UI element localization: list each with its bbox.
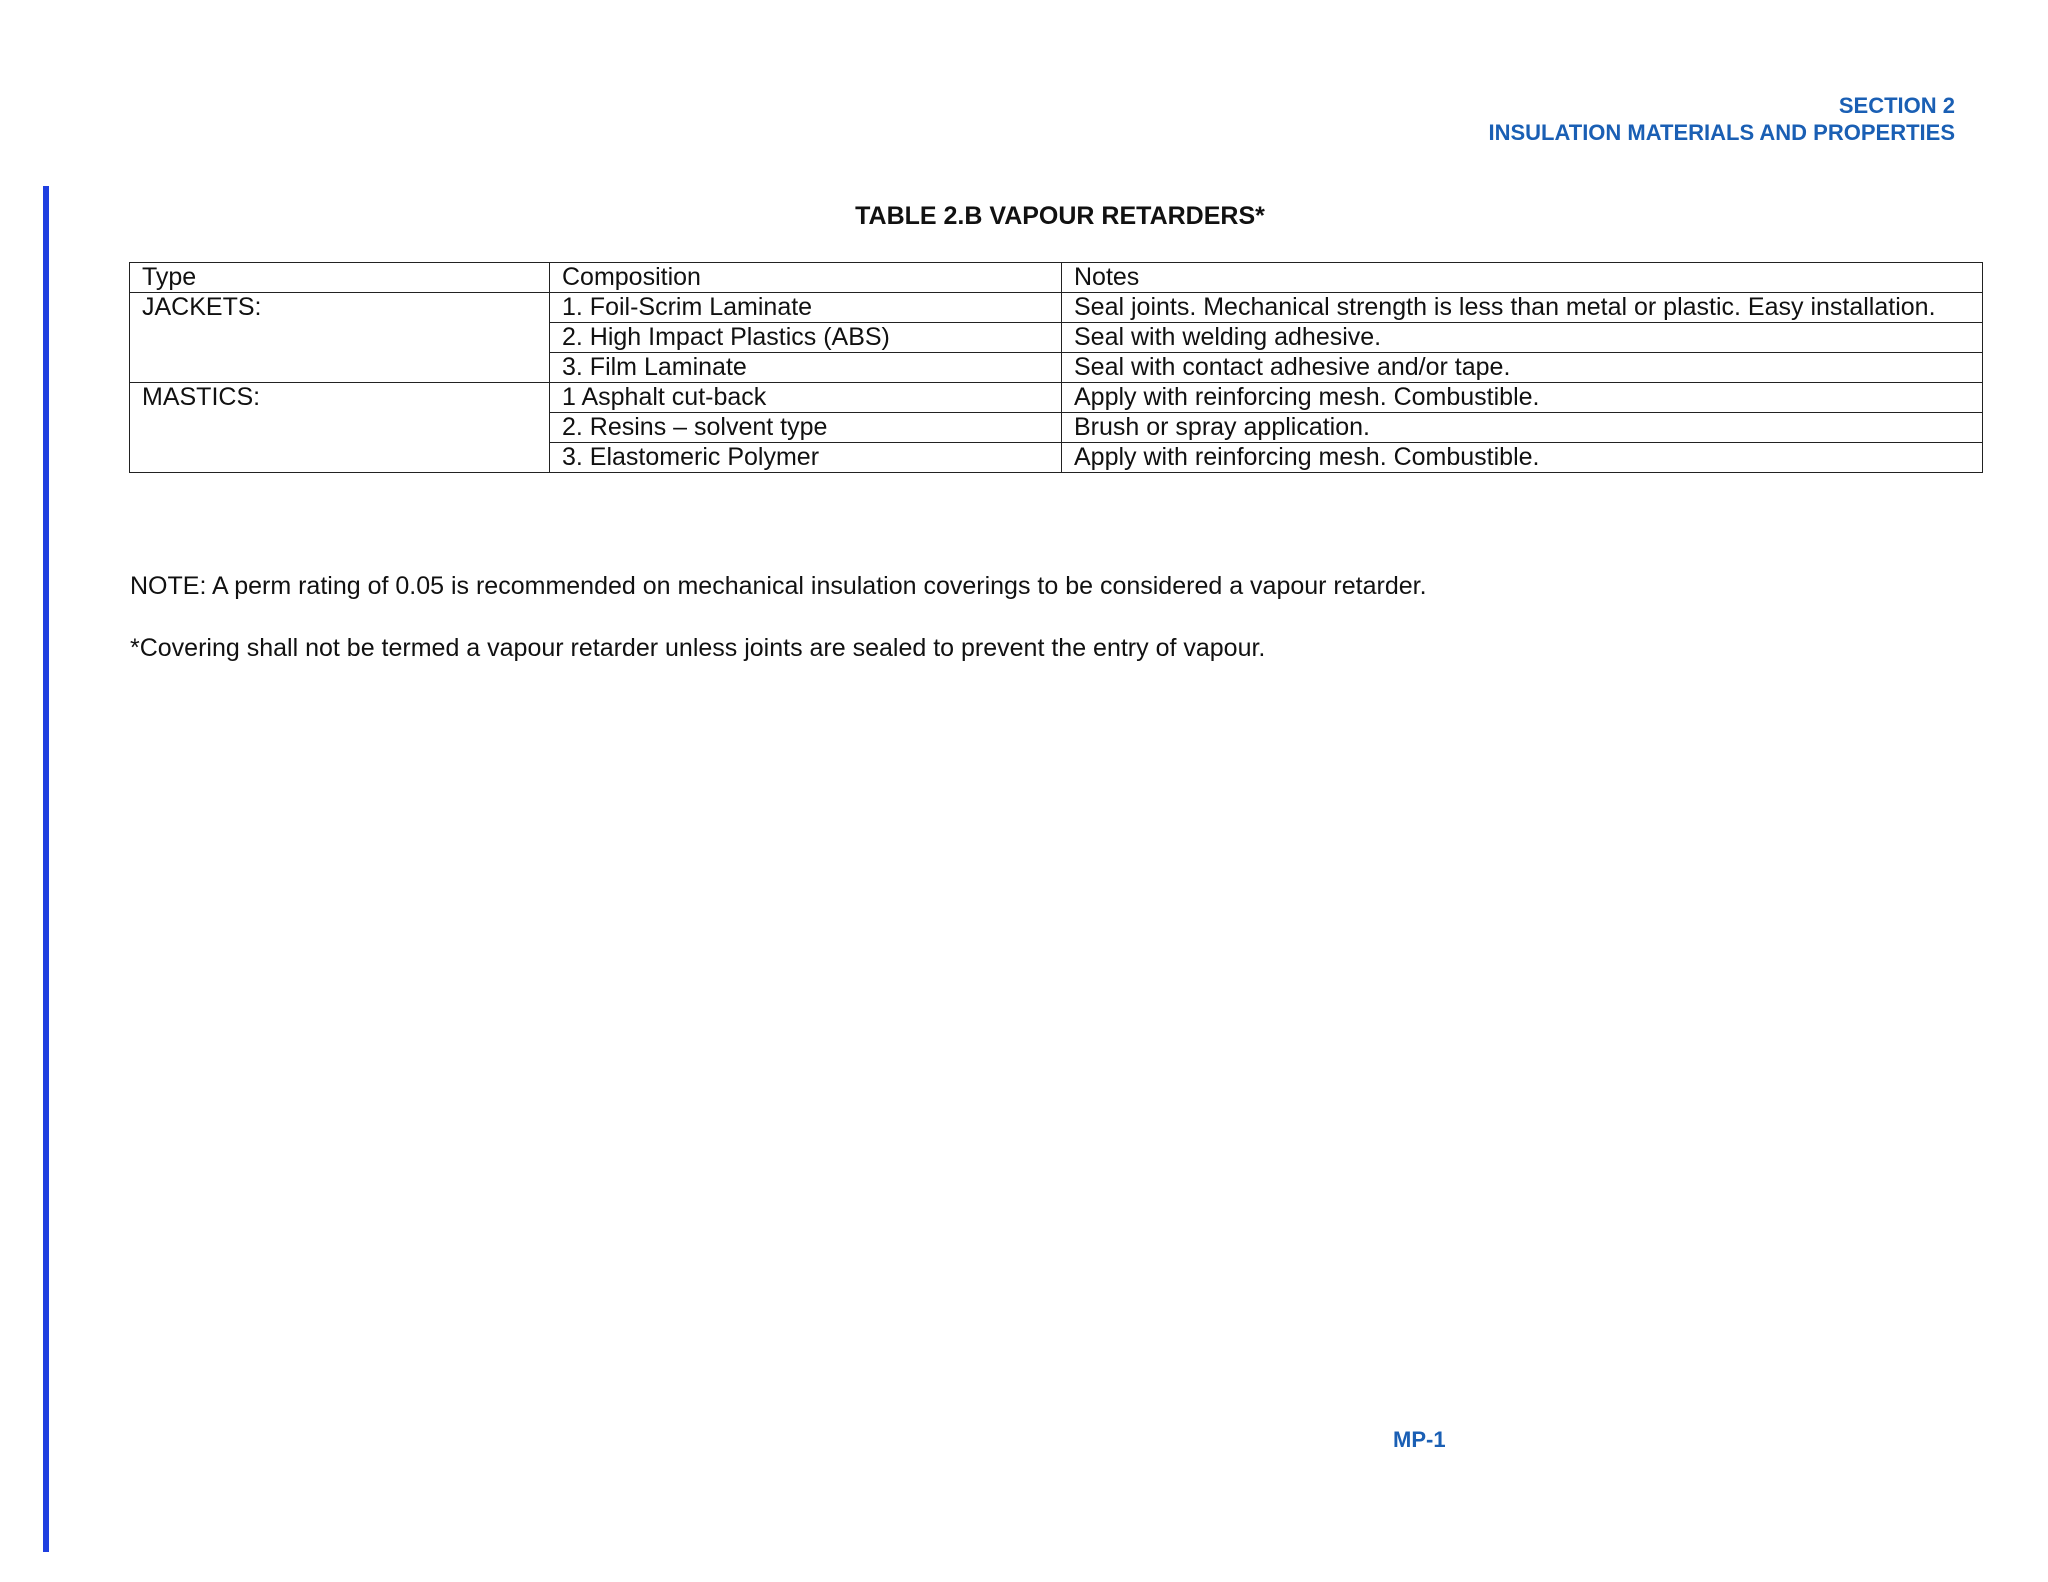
- header-notes: Notes: [1062, 263, 1983, 293]
- header-type: Type: [130, 263, 550, 293]
- notes-cell: Brush or spray application.: [1062, 413, 1983, 443]
- type-mastics: MASTICS:: [130, 383, 550, 473]
- table-row: [130, 383, 1983, 413]
- table-header-row: [130, 263, 1983, 293]
- section-header: [1489, 92, 1956, 146]
- notes-cell: Seal with welding adhesive.: [1062, 323, 1983, 353]
- composition-cell: 3. Elastomeric Polymer: [550, 443, 1062, 473]
- section-title: INSULATION MATERIALS AND PROPERTIES: [1488, 120, 1955, 145]
- table-row: [130, 293, 1983, 323]
- composition-cell: 1 Asphalt cut-back: [550, 383, 1062, 413]
- footnote: *Covering shall not be termed a vapour retarder unless joints are sealed to prevent the entry of vapour.: [130, 634, 1266, 662]
- composition-cell: 2. High Impact Plastics (ABS): [550, 323, 1062, 353]
- composition-cell: 1. Foil-Scrim Laminate: [550, 293, 1062, 323]
- vapour-retarders-table: [129, 262, 1983, 473]
- notes-cell: Apply with reinforcing mesh. Combustible.: [1062, 383, 1983, 413]
- table-title: TABLE 2.B VAPOUR RETARDERS*: [855, 202, 1265, 230]
- notes-cell: Seal with contact adhesive and/or tape.: [1062, 353, 1983, 383]
- composition-cell: 3. Film Laminate: [550, 353, 1062, 383]
- notes-cell: Seal joints. Mechanical strength is less than metal or plastic. Easy installation.: [1062, 293, 1983, 323]
- page-number: MP-1: [1393, 1427, 1446, 1452]
- header-composition: Composition: [550, 263, 1062, 293]
- composition-cell: 2. Resins – solvent type: [550, 413, 1062, 443]
- section-number: SECTION 2: [1838, 93, 1955, 118]
- type-jackets: JACKETS:: [130, 293, 550, 383]
- perm-rating-note: NOTE: A perm rating of 0.05 is recommended on mechanical insulation coverings to be considered a vapour retarder.: [130, 572, 1427, 600]
- notes-cell: Apply with reinforcing mesh. Combustible.: [1062, 443, 1983, 473]
- left-margin-bar: [43, 186, 49, 1552]
